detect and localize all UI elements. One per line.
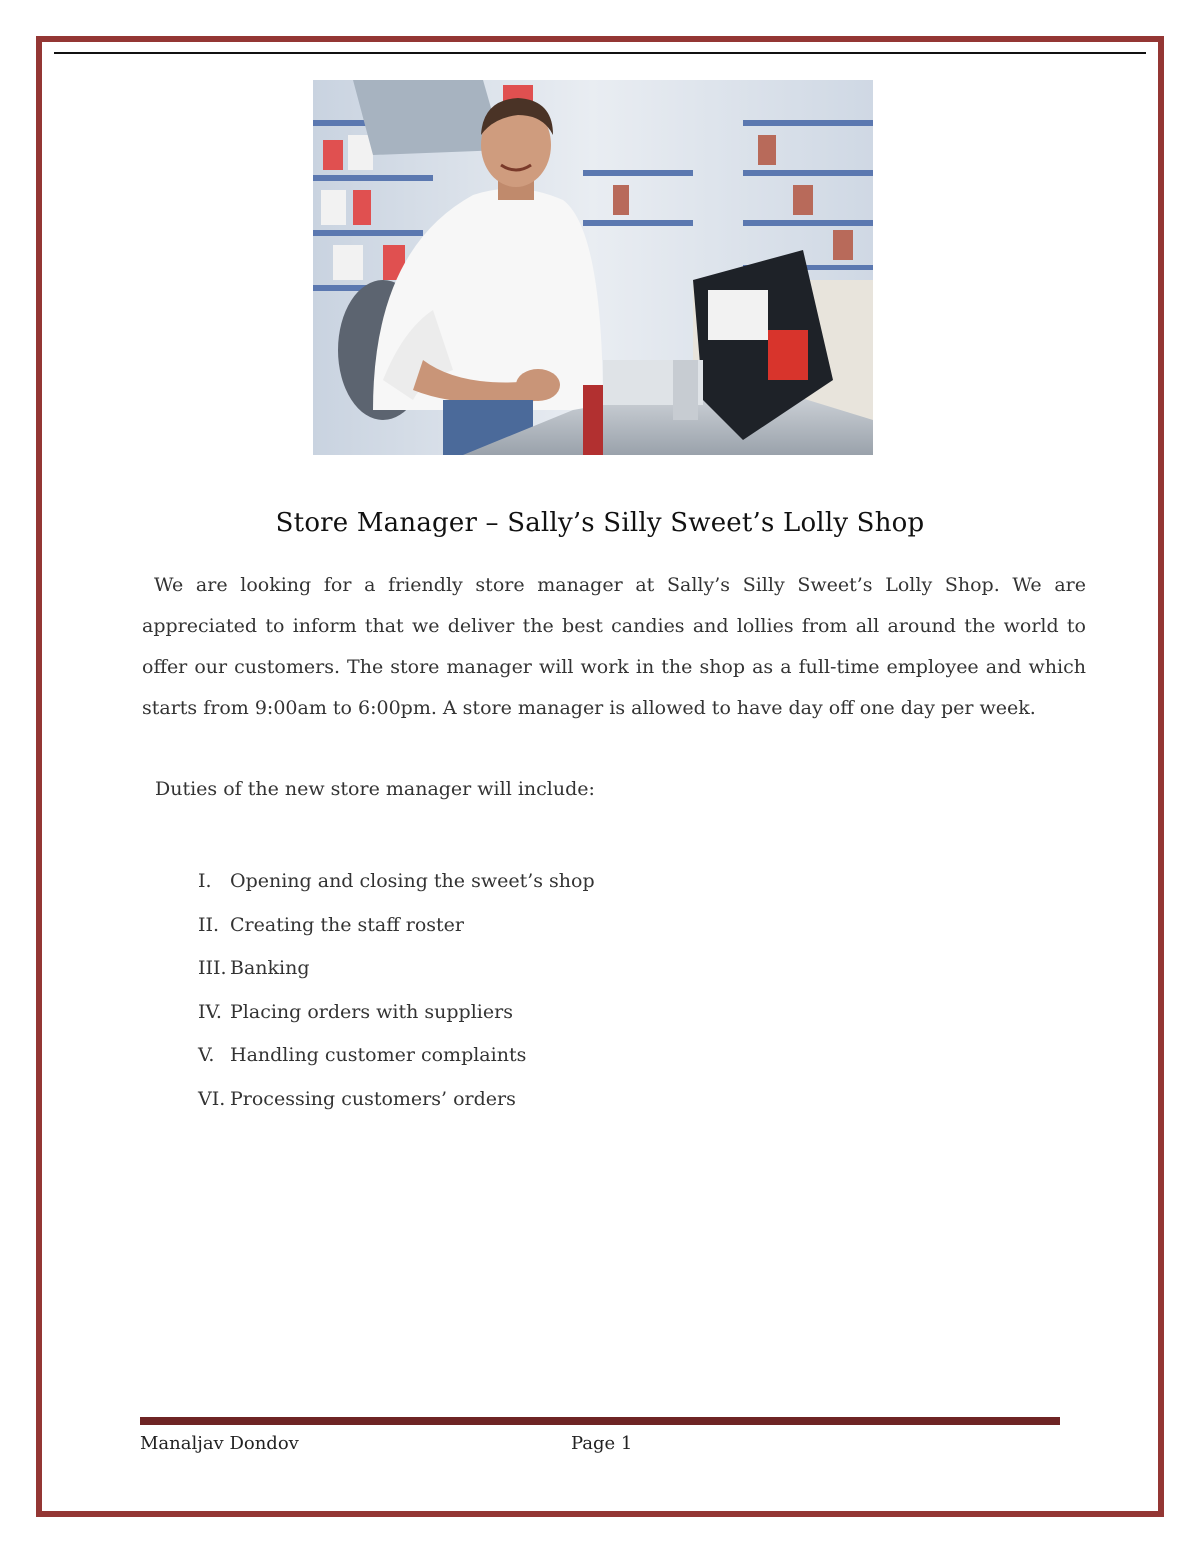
list-item xyxy=(198,951,595,995)
duties-intro: Duties of the new store manager will include: xyxy=(155,778,595,800)
list-item xyxy=(198,1038,595,1082)
list-numeral: VI. xyxy=(198,1087,226,1110)
list-item-text: Placing orders with suppliers xyxy=(230,1000,513,1023)
list-numeral: V. xyxy=(198,1044,215,1066)
list-numeral: IV. xyxy=(198,1000,222,1023)
header-rule xyxy=(54,52,1146,54)
list-item xyxy=(198,864,595,908)
list-item-text: Banking xyxy=(230,957,310,979)
list-numeral: III. xyxy=(198,957,227,979)
list-item xyxy=(198,1082,595,1126)
list-item-text: Processing customers’ orders xyxy=(230,1087,516,1110)
store-manager-photo xyxy=(313,80,873,455)
footer-author: Manaljav Dondov xyxy=(140,1433,299,1454)
list-item-text: Creating the staff roster xyxy=(230,913,464,936)
footer-rule xyxy=(140,1417,1060,1425)
page-title: Store Manager – Sally’s Silly Sweet’s Lolly Shop xyxy=(275,508,925,538)
duties-list xyxy=(198,864,595,1125)
list-item-text: Handling customer complaints xyxy=(230,1044,527,1066)
list-numeral: II. xyxy=(198,913,220,936)
list-item-text: Opening and closing the sweet’s shop xyxy=(230,870,595,892)
list-numeral: I. xyxy=(198,870,212,892)
list-item xyxy=(198,995,595,1039)
footer-page-number: Page 1 xyxy=(571,1433,633,1454)
list-item xyxy=(198,908,595,952)
job-description-paragraph: We are looking for a friendly store manager at Sally’s Silly Sweet’s Lolly Shop. We are appreciated to inform that we deliver the best candies and lollies from all around the world to offer our customers. The store manager will work in the shop as a full-time employee and which starts from 9:00am to 6:00pm. A store manager is allowed to have day off one day per week. xyxy=(142,574,1086,719)
